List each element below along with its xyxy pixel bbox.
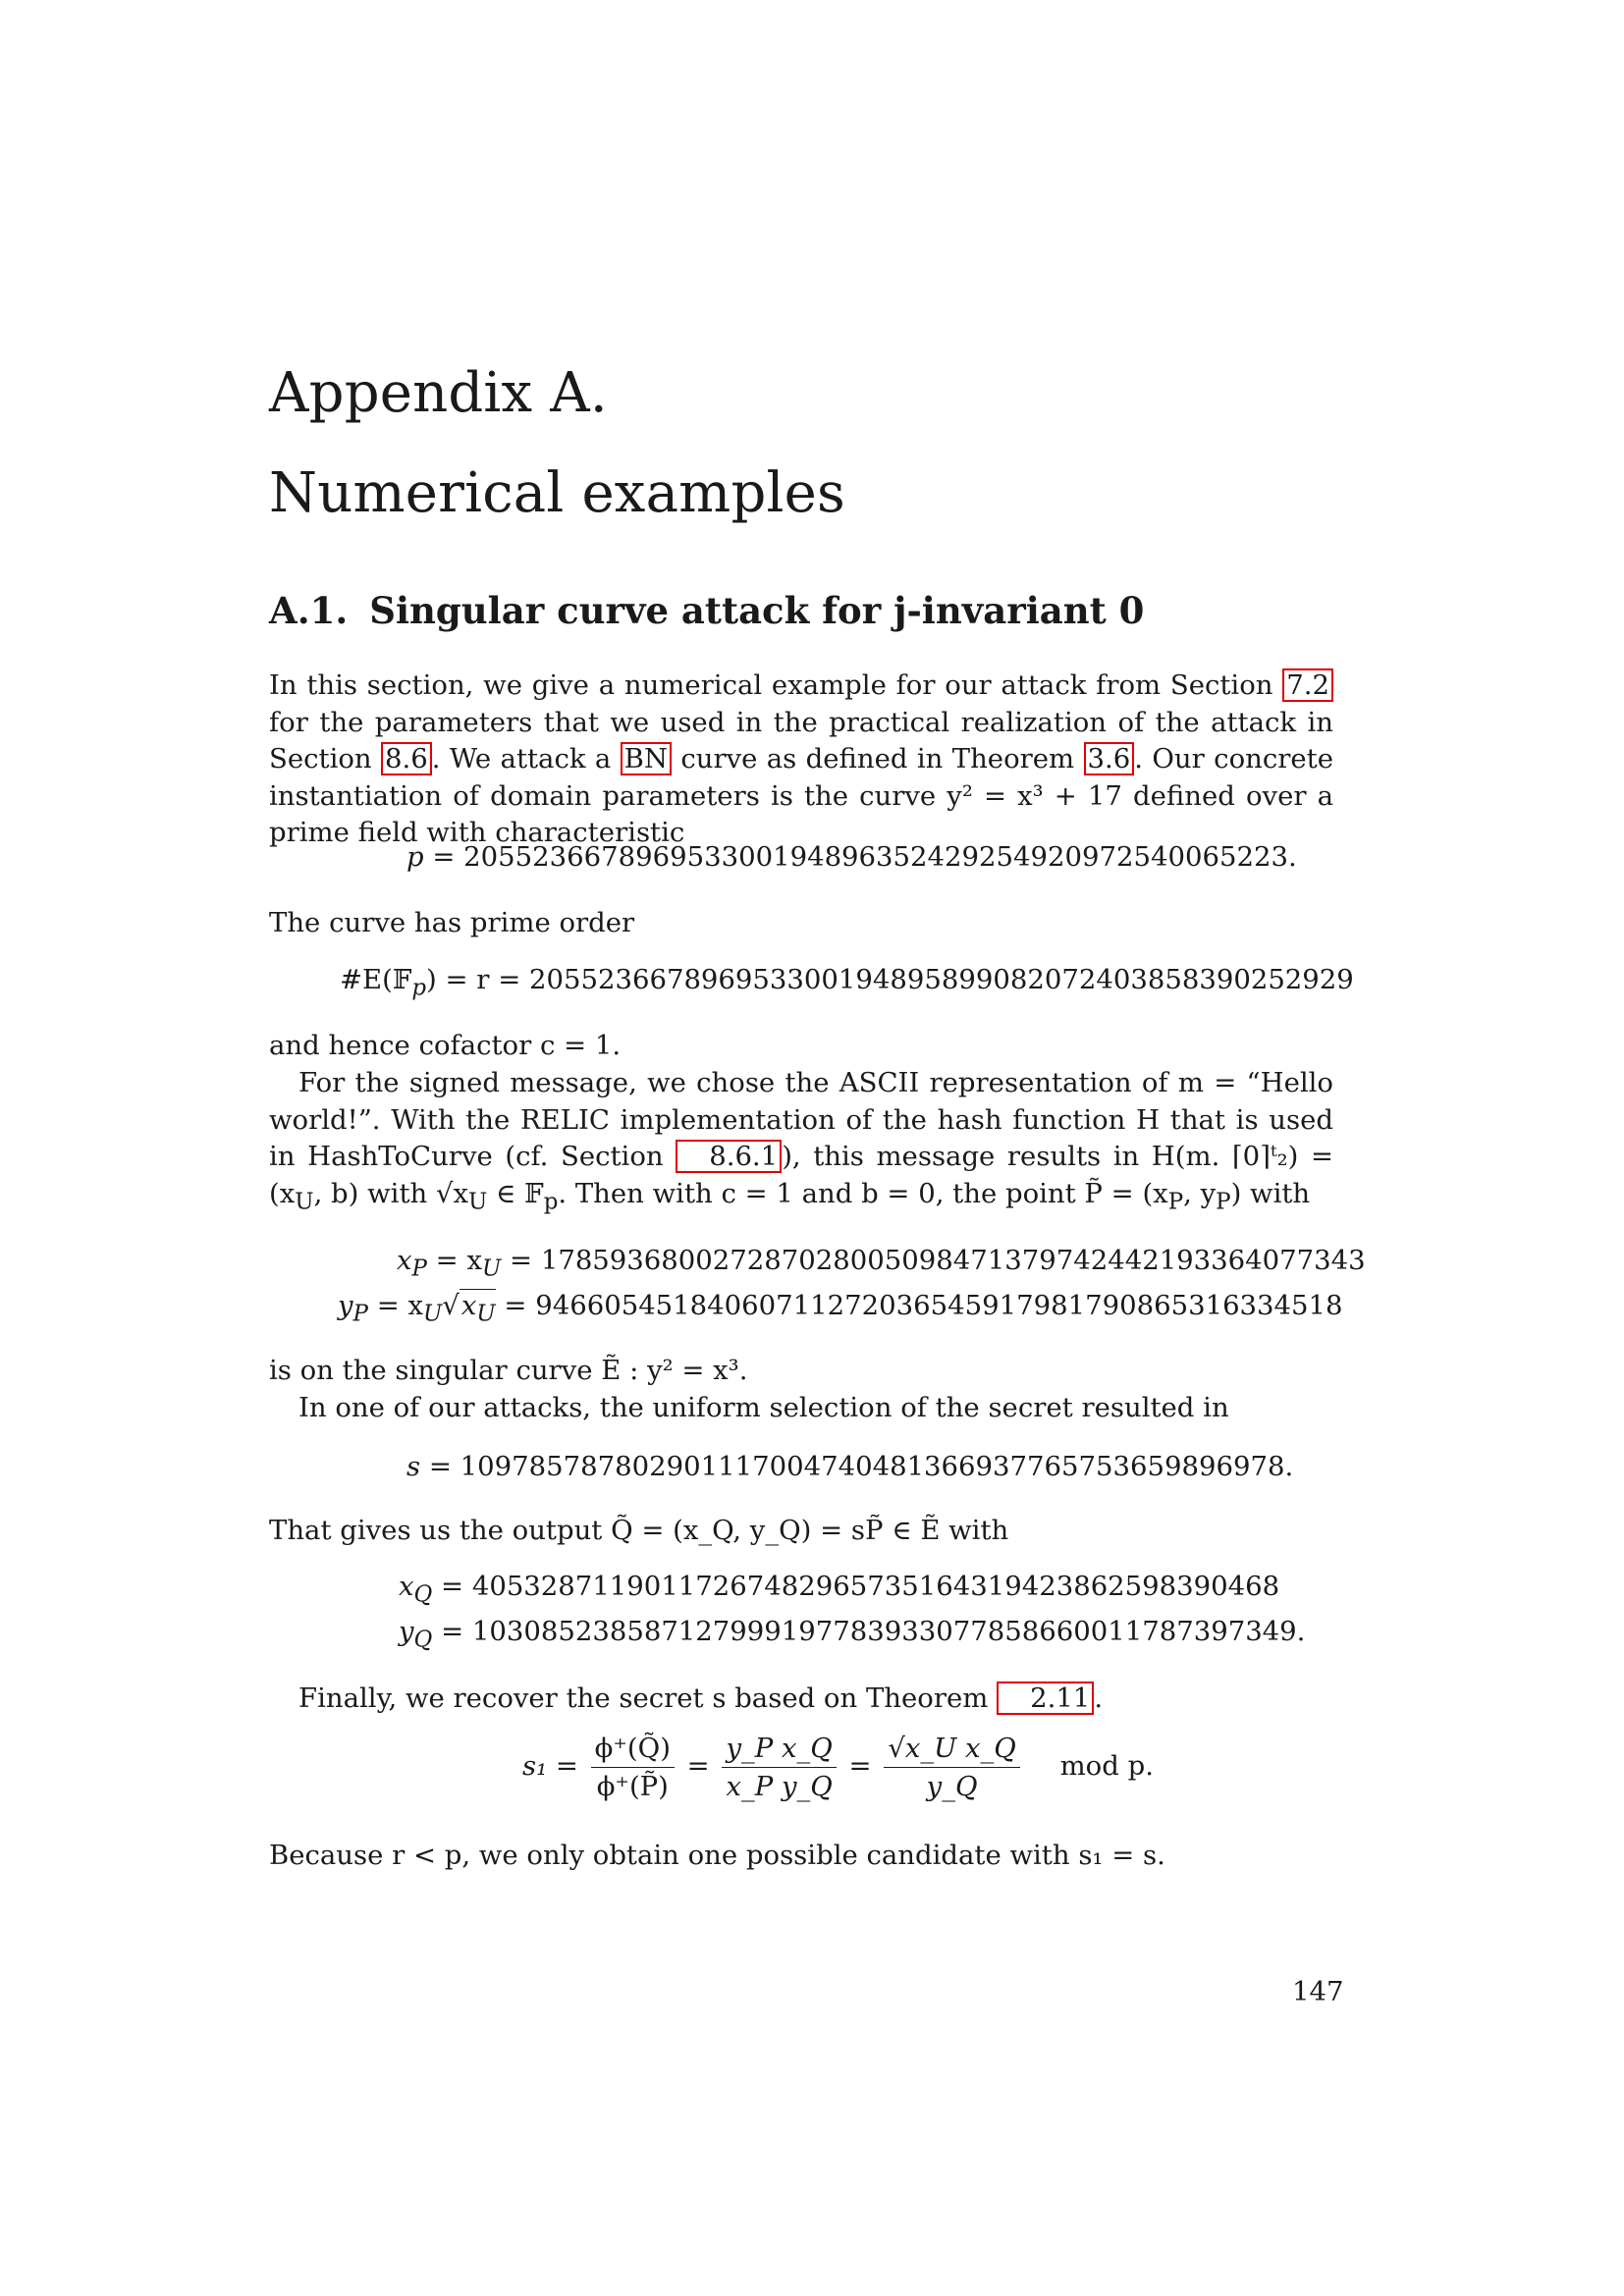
ref-theorem-3-6[interactable]: 3.6	[1084, 742, 1135, 775]
equation-xp: $x_P = x_U$ = 1785936800272870280050984713797424421933640773​43	[397, 1245, 1366, 1282]
paragraph-signed-message: For the signed message, we chose the ASCII representation of m = “Hello world!”. With the RELIC implementation of the hash function H that is used in HashToCurve (cf. Section 8.6.1 ), this message results in H(m. ⌈0⌉ᵗ₂) = ($x_U$, b) with $√x_U$ ∈ 𝔽$_p$. Then with c = 1 and b = 0, the point P̃ = ($x_P$, $y_P$) with	[269, 1067, 1333, 1214]
fraction-coordinates: $\frac{\text{y\_P x\_Q}}{\text{x\_P y\_Q}}$	[722, 1730, 836, 1805]
equation-order: #E(𝔽$_p$) = r = 2055236678969533001948958990820724038583902529​29	[340, 964, 1354, 1001]
ref-section-8-6-1[interactable]: 8.6.1	[676, 1140, 782, 1173]
ref-bn-acronym[interactable]: BN	[621, 742, 672, 775]
page-number: 147	[1292, 1976, 1344, 2007]
chapter-label: Appendix A.	[269, 361, 608, 425]
paragraph-cofactor: and hence cofactor c = 1.	[269, 1030, 622, 1061]
paragraph-uniform-selection: In one of our attacks, the uniform selection of the secret resulted in	[298, 1392, 1229, 1423]
chapter-title: Numerical examples	[269, 461, 845, 525]
ref-theorem-2-11[interactable]: 2.11	[997, 1682, 1094, 1715]
section-title: Singular curve attack for j-invariant 0	[369, 589, 1145, 632]
fraction-phi: $\frac{\phi^+(Q̃)}{\phi^+(P̃)}$	[591, 1730, 675, 1805]
equation-xq: $x_Q$ = 4053287119011726748296573516431942386259839046​8	[399, 1571, 1280, 1608]
paragraph-singular-curve: is on the singular curve Ẽ : y² = x³.	[269, 1355, 748, 1386]
paragraph-recover: Finally, we recover the secret s based on Theorem 2.11 .	[298, 1682, 1104, 1714]
equation-p: p = 2055236678969533001948963524292549209725400652​23.	[406, 841, 1297, 873]
paragraph-conclusion: Because r < p, we only obtain one possible candidate with s₁ = s.	[269, 1840, 1165, 1871]
equation-yq: $y_Q$ = 1030852385871279991977839330778586600117873973​49.	[399, 1616, 1306, 1653]
section-heading	[269, 589, 1144, 632]
fraction-sqrt: $\frac{\text{√x\_U x\_Q}}{y\_Q}$	[884, 1730, 1020, 1805]
equation-yp: $y_P = x_U√x_U$ = 9466054518406071127203654591798179086531633451​8	[338, 1290, 1343, 1327]
paragraph-intro: In this section, we give a numerical example for our attack from Section 7.2 for the parameters that we used in the practical realization of the attack in Section 8.6 . We attack a BN curve as defined in Theorem 3.6 . Our concrete instantiation of domain parameters is the curve y² = x³ + 17 defined over a prime field with characteristic	[269, 669, 1333, 848]
paragraph-prime-order: The curve has prime order	[269, 907, 635, 938]
equation-s: s = 1097857878029011170047404813669377657536598969​78.	[406, 1451, 1294, 1482]
equation-s1: s₁ = $\frac{\phi^+(Q̃)}{\phi^+(P̃)}$ = $\frac{\text{y\_P x\_Q}}{\text{x\_P y\_Q}}$ = $\frac{\text{√x\_U x\_Q}}{y\_Q}$ mod p.	[522, 1730, 1154, 1805]
section-number: A.1.	[269, 589, 349, 632]
ref-section-8-6[interactable]: 8.6	[381, 742, 432, 775]
ref-section-7-2[interactable]: 7.2	[1282, 668, 1333, 702]
paragraph-output: That gives us the output Q̃ = (x_Q, y_Q) = sP̃ ∈ Ẽ with	[269, 1515, 1009, 1546]
